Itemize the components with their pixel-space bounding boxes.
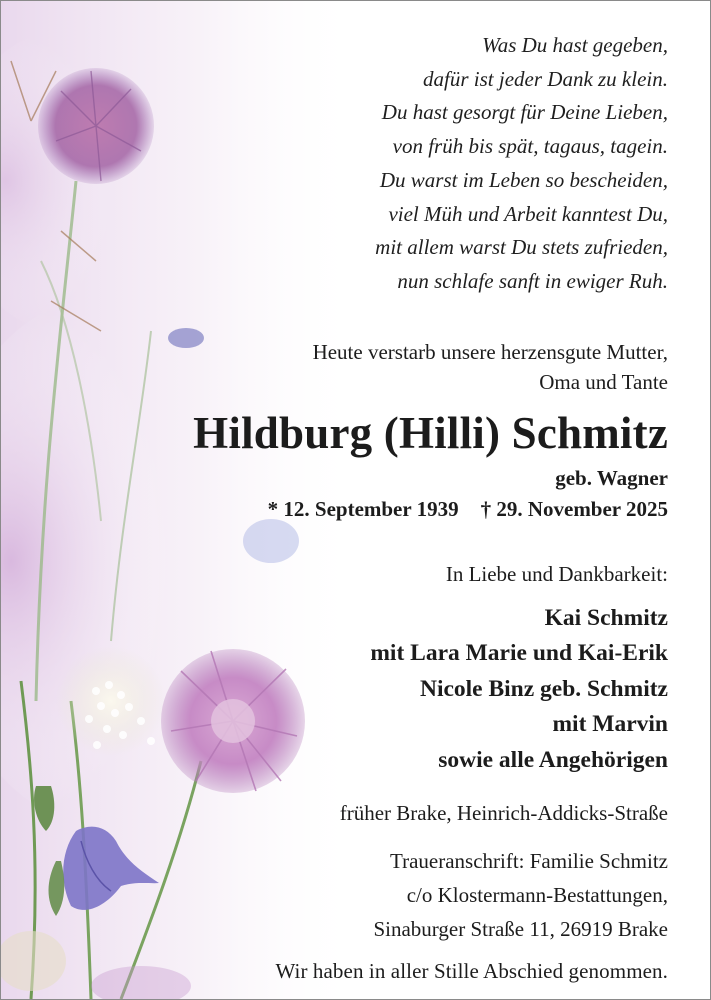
mourner-line: mit Lara Marie und Kai-Erik — [370, 640, 668, 667]
poem-line: mit allem warst Du stets zufrieden, — [375, 235, 668, 260]
announcement-line: Oma und Tante — [539, 369, 668, 394]
address-line: Sinaburger Straße 11, 26919 Brake — [373, 917, 668, 942]
mourner-line: Kai Schmitz — [544, 604, 668, 631]
mourner-line: Nicole Binz geb. Schmitz — [419, 675, 668, 702]
announcement-line: Heute verstarb unsere herzensgute Mutter, — [312, 339, 668, 364]
death-date: † 29. November 2025 — [480, 496, 668, 521]
poem-line: Was Du hast gegeben, — [482, 33, 668, 57]
mourner-line: sowie alle Angehörigen — [438, 746, 668, 773]
maiden-name: geb. Wagner — [555, 465, 668, 490]
poem-line: von früh bis spät, tagaus, tagein. — [392, 134, 668, 159]
address-line: Traueranschrift: Familie Schmitz — [389, 849, 668, 874]
poem-line: viel Müh und Arbeit kanntest Du, — [388, 201, 668, 226]
poem-line: Du warst im Leben so bescheiden, — [379, 167, 668, 192]
poem-line: Du hast gesorgt für Deine Lieben, — [381, 100, 668, 125]
obituary-text — [61, 1, 668, 988]
dedication: In Liebe und Dankbarkeit: — [445, 561, 668, 586]
poem — [61, 29, 668, 299]
poem-line: dafür ist jeder Dank zu klein. — [423, 66, 668, 91]
mourners-list — [61, 601, 668, 779]
deceased-name: Hildburg (Hilli) Schmitz — [193, 407, 668, 458]
former-residence: früher Brake, Heinrich-Addicks-Straße — [339, 801, 668, 826]
mourner-line: mit Marvin — [552, 711, 668, 738]
mourning-address — [61, 844, 668, 946]
poem-line: nun schlafe sanft in ewiger Ruh. — [397, 268, 668, 293]
announcement — [61, 337, 668, 397]
life-dates — [61, 493, 668, 525]
birth-date: * 12. September 1939 — [267, 496, 459, 521]
closing-statement: Wir haben in aller Stille Abschied genommen. — [275, 959, 668, 984]
address-line: c/o Klostermann-Bestattungen, — [406, 883, 668, 908]
